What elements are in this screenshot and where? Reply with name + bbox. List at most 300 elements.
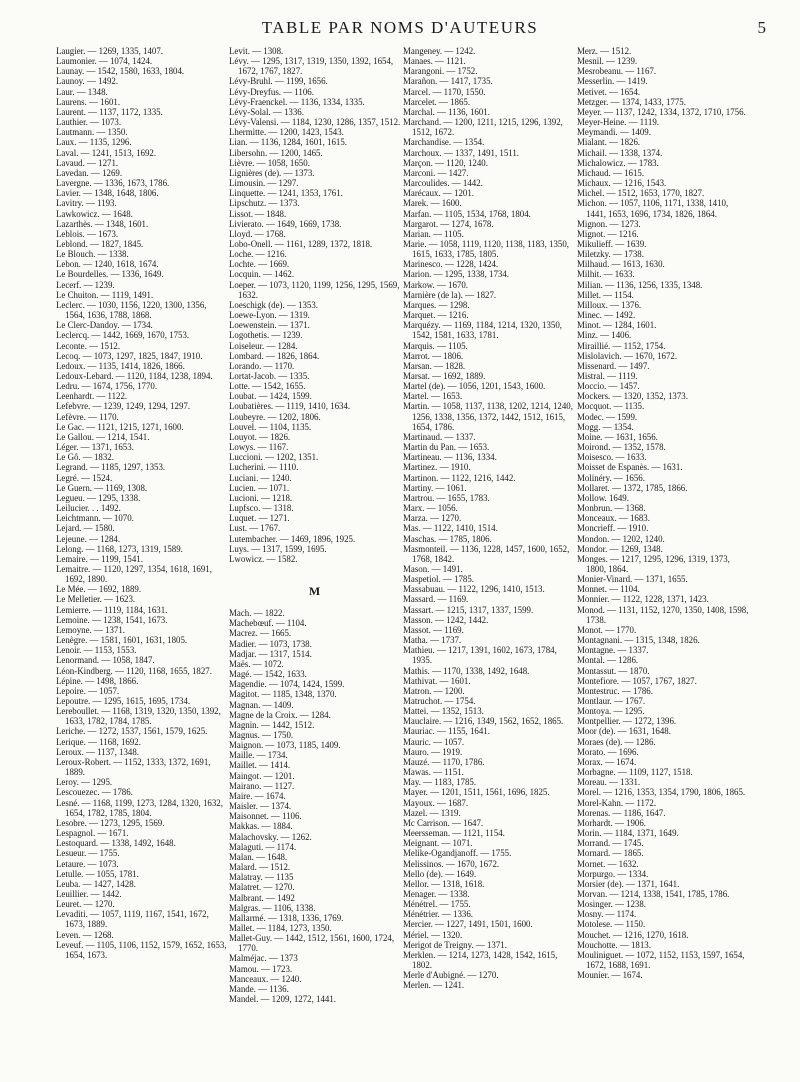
index-entry: Lesueur. — 1755. — [56, 848, 120, 859]
index-entry: Laux. — 1135, 1296. — [56, 137, 132, 148]
index-entry: Luys. — 1317, 1599, 1695. — [229, 543, 327, 554]
index-entry: Louvel. — 1104, 1135. — [229, 421, 312, 432]
index-entry: Machebœuf. — 1104. — [229, 618, 307, 629]
index-entry: Martel (de). — 1056, 1201, 1543, 1600. — [403, 381, 546, 392]
index-entry: Malan. — 1648. — [229, 851, 288, 862]
index-entry: Lucherini. — 1110. — [229, 462, 299, 473]
index-entry: Moisset de Espanès. — 1631. — [577, 462, 683, 473]
index-entry: Lawkowicz. — 1648. — [56, 208, 133, 219]
index-entry: Montassut. — 1870. — [577, 665, 650, 676]
index-entry: Montefiore. — 1057, 1767, 1827. — [577, 675, 697, 686]
index-entry: Lavaud. — 1271. — [56, 157, 119, 168]
index-entry: Mayoux. — 1687. — [403, 797, 469, 808]
index-entry: Lombard. — 1826, 1864. — [229, 350, 320, 361]
index-entry: Le Chuiton. — 1119, 1491. — [56, 289, 154, 300]
index-entry: Morato. — 1696. — [577, 746, 639, 757]
index-entry: Modec. — 1599. — [577, 411, 638, 422]
index-entry: Mayer. — 1201, 1511, 1561, 1696, 1825. — [403, 787, 550, 798]
index-entry: Le Blouch. — 1338. — [56, 249, 129, 260]
index-entry: Lavier. — 1348, 1648, 1806. — [56, 188, 159, 199]
index-entry: Morel-Kahn. — 1172. — [577, 797, 657, 808]
index-entry: Lévy-Dreyfus. — 1106. — [229, 86, 314, 97]
index-entry: Maille. — 1734. — [229, 750, 288, 761]
index-entry: Lévy-Fraenckel. — 1136, 1334, 1335. — [229, 96, 365, 107]
index-entry: Lemaitre. — 1120, 1297, 1354, 1618, 1691, 1692, 1890. — [56, 563, 212, 585]
index-entry: Milhit. — 1633. — [577, 269, 635, 280]
index-entry: Maës. — 1072. — [229, 658, 284, 669]
index-entry: Martinon. — 1122, 1216, 1442. — [403, 472, 516, 483]
index-entry: Loubatières. — 1119, 1410, 1634. — [229, 401, 351, 412]
index-entry: Le Gô. — 1832. — [56, 452, 114, 463]
index-entry: Malméjac. — 1373 — [229, 953, 298, 964]
index-entry: Leuret. — 1270. — [56, 899, 115, 910]
index-entry: Marcel. — 1170, 1550. — [403, 86, 486, 97]
index-entry: Meignant. — 1071. — [403, 838, 473, 849]
index-entry: Montpellier. — 1272, 1396. — [577, 716, 677, 727]
index-entry: Morax. — 1674. — [577, 756, 637, 767]
index-entry: Lucioni. — 1218. — [229, 492, 293, 503]
index-entry: Mornard. — 1865. — [577, 848, 644, 859]
index-entry: Lowys. — 1167. — [229, 442, 289, 453]
index-entry: Marconi. — 1427. — [403, 167, 469, 178]
index-entry: Maignon. — 1073, 1185, 1409. — [229, 740, 341, 751]
index-column-3 — [403, 46, 575, 991]
index-entry: Marinesco. — 1228, 1424. — [403, 259, 499, 270]
index-entry: Marian. — 1105. — [403, 228, 464, 239]
index-entry: Lejeune. — 1284. — [56, 533, 121, 544]
index-entry: Mc Carrison. — 1647. — [403, 817, 484, 828]
index-entry: Loewe-Lyon. — 1319. — [229, 310, 310, 321]
index-entry: Mach. — 1822. — [229, 608, 285, 619]
index-entry: Lièvre. — 1058, 1650. — [229, 157, 310, 168]
index-entry: Martel. — 1653. — [403, 391, 463, 402]
index-entry: Marquézy. — 1169, 1184, 1214, 1320, 1350, 1542, 1581, 1633, 1781. — [403, 320, 562, 341]
index-entry: Masson. — 1242, 1442. — [403, 614, 489, 625]
index-entry: Moisesco. — 1633. — [577, 452, 647, 463]
index-entry: Magé. — 1542, 1633. — [229, 669, 307, 680]
index-entry: Mignon. — 1273. — [577, 218, 641, 229]
index-entry: Matruchot. — 1754. — [403, 696, 476, 706]
index-entry: Lépine. — 1498, 1866. — [56, 675, 139, 686]
index-entry: Matron. — 1200. — [403, 685, 465, 696]
index-entry: Morhardt. — 1906. — [577, 817, 647, 828]
index-entry: Monnier. — 1122, 1228, 1371, 1423. — [577, 594, 709, 605]
index-entry: Michaud. — 1615. — [577, 167, 645, 178]
index-entry: Mas. — 1122, 1410, 1514. — [403, 523, 498, 534]
index-entry: Malatret. — 1270. — [229, 882, 295, 893]
index-entry: Maisonnet. — 1106. — [229, 811, 302, 822]
index-entry: Minot. — 1284, 1601. — [577, 320, 657, 331]
index-entry: Mattei. — 1352, 1513. — [403, 706, 484, 717]
index-entry: Malaguti. — 1174. — [229, 841, 297, 852]
index-entry: Lemaire. — 1199, 1541. — [56, 553, 143, 564]
index-entry: Meymandi. — 1409. — [577, 127, 651, 138]
index-entry: Milian. — 1136, 1256, 1335, 1348. — [577, 279, 703, 290]
index-entry: Mogg. — 1354. — [577, 421, 634, 432]
index-entry: Marek. — 1600. — [403, 198, 462, 209]
index-entry: Morin. — 1184, 1371, 1649. — [577, 828, 679, 839]
index-entry: Mollow. 1649. — [577, 492, 629, 503]
index-entry: Marie. — 1058, 1119, 1120, 1138, 1183, 1350, 1615, 1633, 1785, 1805. — [403, 238, 569, 260]
index-entry: Marañon. — 1417, 1735. — [403, 76, 493, 87]
index-entry: Mosny. — 1174. — [577, 909, 637, 920]
index-entry: Mauzé. — 1170, 1786. — [403, 756, 485, 767]
index-entry: Lefèvre. — 1170. — [56, 411, 119, 422]
index-entry: Lochte. — 1669. — [229, 259, 290, 270]
index-entry: Lejard. — 1580. — [56, 523, 115, 534]
index-entry: Lepoire. — 1057. — [56, 685, 120, 696]
index-entry: Leilucier. . . 1492. — [56, 503, 121, 514]
index-column-4 — [577, 46, 749, 980]
index-entry: Martineau. — 1136, 1334. — [403, 452, 497, 463]
index-entry: Leroux. — 1137, 1348. — [56, 746, 139, 757]
index-entry: Maschas. — 1785, 1806. — [403, 533, 492, 544]
index-entry: Levit. — 1308. — [229, 46, 284, 56]
index-entry: Leclerc. — 1030, 1156, 1220, 1300, 1356, 1564, 1636, 1788, 1868. — [56, 299, 207, 321]
index-entry: Morpurgo. — 1334. — [577, 868, 649, 879]
index-entry: Marfan. — 1105, 1534, 1768, 1804. — [403, 208, 531, 219]
index-entry: Merlen. — 1241. — [403, 980, 465, 991]
index-entry: Massart. — 1215, 1317, 1337, 1599. — [403, 604, 534, 615]
index-entry: Mouchet. — 1216, 1270, 1618. — [577, 929, 689, 940]
page-header — [0, 16, 800, 40]
index-entry: Merz. — 1512. — [577, 46, 632, 56]
index-entry: Leichtmann. — 1070. — [56, 513, 134, 524]
index-entry: Logothetis. — 1239. — [229, 330, 303, 341]
index-entry: Legré. — 1524. — [56, 472, 113, 483]
index-entry: Leblond. — 1827, 1845. — [56, 238, 144, 249]
index-entry: Mazel. — 1319. — [403, 807, 461, 818]
index-entry: Milloux. — 1376. — [577, 299, 642, 310]
index-entry: Marcoulides. — 1442. — [403, 178, 483, 189]
index-entry: Lwowicz. — 1582. — [229, 553, 298, 564]
index-entry: Lemoyne. — 1371. — [56, 624, 126, 635]
index-entry: Lecerf. — 1239. — [56, 279, 115, 290]
index-column-2 — [229, 46, 401, 1004]
index-entry: Mande. — 1136. — [229, 983, 289, 994]
index-entry: Montestruc. — 1786. — [577, 685, 653, 696]
index-entry: Ménétrel. — 1755. — [403, 899, 471, 910]
index-entry: Le Gac. — 1121, 1215, 1271, 1600. — [56, 421, 184, 432]
index-entry: Macrez. — 1665. — [229, 628, 292, 639]
index-entry: Marquis. — 1105. — [403, 340, 468, 351]
index-entry: Lignières (de). — 1373. — [229, 167, 315, 178]
index-entry: Magitot. — 1185, 1348, 1370. — [229, 689, 337, 700]
index-entry: Massabuau. — 1122, 1296, 1410, 1513. — [403, 584, 545, 595]
index-entry: Malgras. — 1106, 1338. — [229, 902, 316, 913]
index-entry: Lavedan. — 1269. — [56, 167, 123, 178]
index-entry: Merklen. — 1214, 1273, 1428, 1542, 1615, 1802. — [403, 949, 558, 971]
index-entry: Ledru. — 1674, 1756, 1770. — [56, 381, 158, 392]
index-entry: Loubeyre. — 1202, 1806. — [229, 411, 321, 422]
index-entry: Metivet. — 1654. — [577, 86, 641, 97]
index-entry: Marchoux. — 1337, 1491, 1511. — [403, 147, 520, 158]
index-entry: Leuillier. — 1442. — [56, 888, 122, 899]
index-entry: Lévy-Valensi. — 1184, 1230, 1286, 1357, 1512. — [229, 117, 401, 128]
index-entry: Leven. — 1268. — [56, 929, 114, 940]
index-entry: Legrand. — 1185, 1297, 1353. — [56, 462, 166, 473]
index-entry: Marçon. — 1120, 1240. — [403, 157, 488, 168]
index-entry: Léon-Kindberg. — 1120, 1168, 1655, 1827. — [56, 665, 212, 676]
index-entry: Manaes. — 1121. — [403, 56, 466, 67]
index-entry: Lepoutre. — 1295, 1615, 1695, 1734. — [56, 696, 191, 706]
index-entry: Lazarthès. — 1348, 1601. — [56, 218, 149, 229]
index-entry: Mason. — 1491. — [403, 563, 463, 574]
index-entry: Laurent. — 1137, 1172, 1335. — [56, 106, 163, 117]
index-entry: Massot. — 1169. — [403, 624, 464, 635]
index-entry: Ledoux-Lebard. — 1120, 1184, 1238, 1894. — [56, 371, 213, 381]
index-entry: Livierato. — 1649, 1669, 1738. — [229, 218, 342, 229]
index-entry: Minec. — 1492. — [577, 310, 636, 321]
index-entry: Michon. — 1057, 1106, 1171, 1338, 1410, 1441, 1653, 1696, 1734, 1826, 1864. — [577, 198, 729, 219]
index-entry: Mello (de). — 1649. — [403, 868, 477, 879]
index-entry: Moirond. — 1352, 1578. — [577, 442, 666, 453]
index-entry: Lebon. — 1240, 1618, 1674. — [56, 259, 159, 270]
index-entry: Martin. — 1058, 1137, 1138, 1202, 1214, 1240, 1256, 1338, 1356, 1372, 1442, 1512, 1615, 1654, 1786. — [403, 401, 573, 432]
index-entry: Montlaur. — 1767. — [577, 696, 646, 706]
index-entry: Lévy-Bruhl. — 1199, 1656. — [229, 76, 328, 87]
index-entry: Magnin. — 1442, 1512. — [229, 719, 315, 730]
index-entry: Lespagnol. — 1671. — [56, 828, 129, 839]
index-entry: Mialant. — 1826. — [577, 137, 641, 148]
index-entry: Mauriac. — 1155, 1641. — [403, 726, 490, 737]
index-entry: Loubat. — 1424, 1599. — [229, 391, 312, 402]
index-entry: Mislolavich. — 1670, 1672. — [577, 350, 678, 361]
index-entry: Luccioni. — 1202, 1351. — [229, 452, 319, 463]
index-entry: Malbrant. — 1492 — [229, 892, 295, 903]
index-entry: Martiny. — 1061. — [403, 482, 467, 493]
index-entry: Monnet. — 1104. — [577, 584, 640, 595]
index-entry: Monod. — 1131, 1152, 1270, 1350, 1408, 1598, 1738. — [577, 604, 749, 625]
index-entry: Millet. — 1154. — [577, 289, 634, 300]
index-entry: Molinéry. — 1656. — [577, 472, 645, 483]
index-entry: Moreau. — 1331. — [577, 777, 641, 788]
index-entry: Mesrobeanu. — 1167. — [577, 66, 657, 77]
index-entry: Linquette. — 1241, 1353, 1761. — [229, 188, 343, 199]
index-entry: Marécaux. — 1201. — [403, 188, 474, 199]
index-entry: Louyot. — 1826. — [229, 431, 291, 442]
index-entry: Marrot. — 1806. — [403, 350, 464, 361]
index-entry: Leclercq. — 1442, 1669, 1670, 1753. — [56, 330, 190, 341]
index-entry: Lutembacher. — 1469, 1896, 1925. — [229, 533, 356, 544]
index-entry: Mignot. — 1216. — [577, 228, 639, 239]
index-entry: Madjar. — 1317, 1514. — [229, 648, 312, 659]
index-entry: Marchandise. — 1354. — [403, 137, 485, 148]
index-entry: Mondon. — 1202, 1240. — [577, 533, 665, 544]
index-entry: Margarot. — 1274, 1678. — [403, 218, 494, 229]
index-entry: Lavergne. — 1336, 1673, 1786. — [56, 178, 170, 189]
index-entry: Le Bourdelles. — 1336, 1649. — [56, 269, 164, 280]
index-entry: Martin du Pan. — 1653. — [403, 442, 490, 453]
index-entry: Lemoine. — 1238, 1541, 1673. — [56, 614, 168, 625]
index-entry: Mamou. — 1723. — [229, 963, 293, 974]
index-entry: Moncrieff. — 1910. — [577, 523, 649, 534]
index-entry: Morrand. — 1745. — [577, 838, 644, 849]
index-entry: Launay. — 1542, 1580, 1633, 1804. — [56, 66, 185, 77]
index-entry: Meyer-Heine. — 1119. — [577, 117, 659, 128]
index-entry: Lupfsco. — 1318. — [229, 503, 294, 514]
index-entry: Moor (de). — 1631, 1648. — [577, 726, 671, 737]
index-entry: Lloyd. — 1768. — [229, 228, 286, 239]
index-entry: Mercier. — 1227, 1491, 1501, 1600. — [403, 919, 533, 930]
index-entry: Loeschigk (de). — 1353. — [229, 299, 318, 310]
index-entry: Mesnil. — 1239. — [577, 56, 638, 67]
index-entry: Letaure. — 1073. — [56, 858, 119, 869]
index-entry: Limousin. — 1297. — [229, 178, 299, 189]
index-entry: Miraillié. — 1152, 1754. — [577, 340, 666, 351]
index-entry: Lenormand. — 1058, 1847. — [56, 655, 155, 666]
index-entry: Moine. — 1631, 1656. — [577, 431, 658, 442]
index-entry: Laur. — 1348. — [56, 86, 108, 97]
index-entry: Leveuf. — 1105, 1106, 1152, 1579, 1652, 1653, 1654, 1673. — [56, 939, 227, 960]
index-entry: Morenas. — 1186, 1647. — [577, 807, 666, 818]
index-entry: Maspetiol. — 1785. — [403, 574, 474, 585]
index-entry: Melissinos. — 1670, 1672. — [403, 858, 500, 869]
index-entry: Mairano. — 1127. — [229, 780, 295, 791]
index-entry: Matha. — 1737. — [403, 635, 462, 646]
index-entry: Manceaux. — 1240. — [229, 973, 302, 984]
index-entry: Le Mée. — 1692, 1889. — [56, 584, 142, 595]
index-entry: Le Guern. — 1169, 1308. — [56, 482, 148, 493]
index-entry: Masmonteil. — 1136, 1228, 1457, 1600, 1652, 1768, 1842. — [403, 543, 570, 564]
index-entry: Luciani. — 1240. — [229, 472, 292, 483]
index-entry: Le Gallou. — 1214, 1541. — [56, 431, 150, 442]
index-entry: Mériel. — 1320. — [403, 929, 463, 940]
index-entry: Mouliniguet. — 1072, 1152, 1153, 1597, 1654, 1672, 1688, 1691. — [577, 949, 745, 971]
index-entry: Lian. — 1136, 1284, 1601, 1615. — [229, 137, 347, 148]
index-entry: Michaux. — 1216, 1543. — [577, 178, 667, 189]
index-entry: Moraes (de). — 1286. — [577, 736, 656, 747]
index-entry: Magne de la Croix. — 1284. — [229, 709, 331, 720]
index-entry: Lévy-Solal. — 1336. — [229, 106, 304, 117]
index-entry: Minz. — 1406. — [577, 330, 632, 341]
index-entry: Lipschutz. — 1373. — [229, 198, 300, 209]
index-entry: Moccio. — 1457. — [577, 381, 640, 392]
index-entry: Maisler. — 1374. — [229, 801, 292, 812]
index-entry: Ménétrier. — 1336. — [403, 909, 473, 920]
index-entry: Launoy. — 1492. — [56, 76, 119, 87]
index-entry: Lauthier. — 1073. — [56, 117, 122, 128]
index-entry: Martinez. — 1910. — [403, 462, 471, 473]
index-entry: Michel. — 1512, 1653, 1770, 1827. — [577, 188, 705, 199]
index-entry: Marnière (de la). — 1827. — [403, 289, 497, 300]
index-entry: Marquet. — 1216. — [403, 310, 469, 321]
index-entry: Leuba. — 1427, 1428. — [56, 878, 136, 889]
index-entry: Markow. — 1670. — [403, 279, 468, 290]
index-entry: Mangeney. — 1242. — [403, 46, 476, 56]
index-entry: Letulle. — 1055, 1781. — [56, 868, 139, 879]
index-entry: Monbrun. — 1368. — [577, 503, 646, 514]
index-entry: Leroux-Robert. — 1152, 1333, 1372, 1691, 1889. — [56, 756, 211, 778]
index-column-1 — [56, 46, 228, 960]
index-entry: Lotte. — 1542, 1655. — [229, 381, 306, 392]
index-entry: Mornet. — 1632. — [577, 858, 639, 869]
index-entry: Martrou. — 1655, 1783. — [403, 492, 490, 503]
index-entry: Lorando. — 1170. — [229, 360, 295, 371]
index-entry: Mauric. — 1057. — [403, 736, 465, 747]
index-entry: Mistral. — 1119. — [577, 371, 638, 381]
index-entry: Mauro. — 1919. — [403, 746, 463, 757]
index-entry: Lelong. — 1168, 1273, 1319, 1589. — [56, 543, 183, 554]
index-entry: Levaditi. — 1057, 1119, 1167, 1541, 1672, 1673, 1889. — [56, 909, 209, 930]
index-entry: Meersseman. — 1121, 1154. — [403, 828, 505, 839]
index-entry: Lesobre. — 1273, 1295, 1569. — [56, 817, 165, 828]
index-entry: Marchand. — 1200, 1211, 1215, 1296, 1392, 1512, 1672. — [403, 117, 563, 138]
index-entry: Mallet. — 1184, 1273, 1350. — [229, 922, 332, 933]
index-entry: Lissot. — 1848. — [229, 208, 287, 219]
index-entry: Motolese. — 1150. — [577, 919, 646, 930]
index-entry: Lhermitte. — 1200, 1423, 1543. — [229, 127, 344, 138]
index-entry: Monot. — 1770. — [577, 624, 637, 635]
index-entry: Marza. — 1270. — [403, 513, 462, 524]
index-entry: Lévy. — 1295, 1317, 1319, 1350, 1392, 1654, 1672, 1767, 1827. — [229, 56, 394, 77]
index-entry: Leblois. — 1673. — [56, 228, 119, 239]
index-entry: Massard. — 1169. — [403, 594, 469, 605]
index-entry: Loeper. — 1073, 1120, 1199, 1256, 1295, 1569, 1632. — [229, 279, 400, 300]
index-entry: Lortat-Jacob. — 1335. — [229, 371, 310, 381]
index-entry: Metzger. — 1374, 1433, 1775. — [577, 96, 686, 107]
index-entry: Montagnani. — 1315, 1348, 1826. — [577, 635, 700, 646]
index-entry: Malatray. — 1135 — [229, 872, 294, 883]
index-entry: Mounier. — 1674. — [577, 970, 643, 981]
index-entry: Milhaud. — 1613, 1630. — [577, 259, 665, 270]
section-letter-heading: M — [308, 583, 322, 598]
index-entry: Makkas. — 1884. — [229, 821, 293, 832]
index-entry: Mallet-Guy. — 1442, 1512, 1561, 1600, 1724, 1770. — [229, 933, 395, 954]
index-entry: Lautmann. — 1350. — [56, 127, 128, 138]
index-entry: Lerique. — 1168, 1692. — [56, 736, 141, 747]
index-entry: Magendie. — 1074, 1424, 1599. — [229, 679, 345, 690]
index-entry: Missenard. — 1497. — [577, 360, 650, 371]
index-entry: Laugier. — 1269, 1335, 1407. — [56, 46, 163, 56]
index-entry: Martinaud. — 1337. — [403, 431, 476, 442]
index-entry: Morsier (de). — 1371, 1641. — [577, 878, 680, 889]
index-entry: Libersohn. — 1200, 1465. — [229, 147, 323, 158]
index-entry: Malachovsky. — 1262. — [229, 831, 312, 842]
index-entry: Marsan. — 1828. — [403, 360, 466, 371]
index-entry: Mellor. — 1318, 1618. — [403, 878, 485, 889]
index-entry: Melike-Ogandjanoff. — 1755. — [403, 848, 512, 859]
index-entry: Magnus. — 1750. — [229, 730, 294, 740]
index-entry: Lescouezec. — 1786. — [56, 787, 133, 798]
index-entry: Morvan. — 1214, 1338, 1541, 1785, 1786. — [577, 888, 730, 899]
index-entry: Le Clerc-Dandoy. — 1734. — [56, 320, 153, 331]
index-entry: Lesné. — 1168, 1199, 1273, 1284, 1320, 1632, 1654, 1782, 1785, 1804. — [56, 797, 223, 818]
index-entry: Monier-Vinard. — 1371, 1655. — [577, 574, 688, 585]
index-entry: Mallarmé. — 1318, 1336, 1769. — [229, 912, 344, 923]
index-entry: Merle d'Aubigné. — 1270. — [403, 970, 499, 981]
index-entry: Mocquot. — 1135. — [577, 401, 645, 412]
index-entry: Marsat. — 1692, 1889. — [403, 371, 486, 381]
index-entry: Léger. — 1371, 1653. — [56, 442, 134, 453]
page-number: 5 — [757, 18, 766, 37]
index-entry: Laurens. — 1601. — [56, 96, 121, 107]
index-entry: Maillet. — 1414. — [229, 760, 291, 771]
index-entry: Legueu. — 1295, 1338. — [56, 492, 141, 503]
index-entry: Maingot. — 1201. — [229, 770, 295, 781]
index-entry: Meyer. — 1137, 1242, 1334, 1372, 1710, 1756. — [577, 106, 746, 117]
index-entry: Mathivat. — 1601. — [403, 675, 471, 686]
index-entry: Monges. — 1217, 1295, 1296, 1319, 1373, 1800, 1864. — [577, 553, 730, 574]
index-entry: Laumonier. — 1074, 1424. — [56, 56, 153, 67]
index-entry: Mathieu. — 1217, 1391, 1602, 1673, 1784, 1935. — [403, 645, 557, 666]
index-entry: Mosinger. — 1238. — [577, 899, 647, 910]
index-entry: Lobo-Onell. — 1161, 1289, 1372, 1818. — [229, 238, 373, 249]
index-entry: Magnan. — 1409. — [229, 699, 294, 710]
index-entry: Lenègre. — 1581, 1601, 1631, 1805. — [56, 635, 188, 646]
index-entry: Morbagne. — 1109, 1127, 1518. — [577, 767, 693, 778]
index-entry: Laval. — 1241, 1513, 1692. — [56, 147, 157, 158]
